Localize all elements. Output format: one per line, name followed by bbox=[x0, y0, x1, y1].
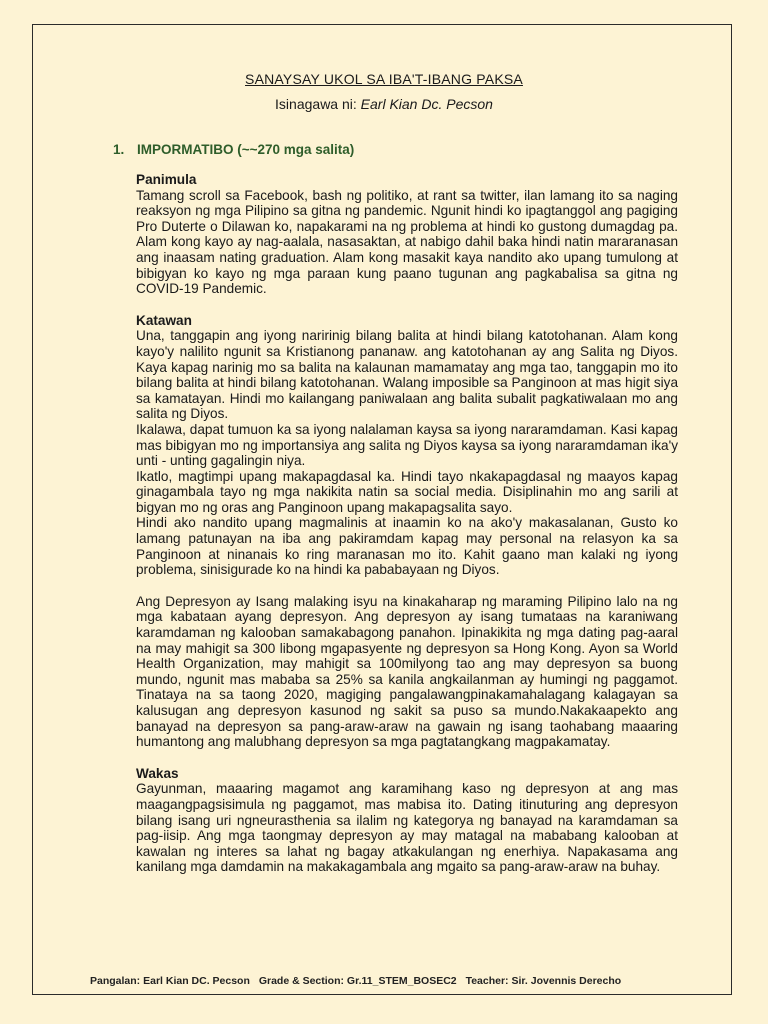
katawan-paragraph-3: Ikatlo, magtimpi upang makapagdasal ka. Hindi tayo nkakapagdasal ng maayos kapag ginagambala tayo ng mga nakikita natin sa social media. Disiplinahin mo ang sarili at bigyan mo ng oras ang Panginoon upang makapagsalita sayo. bbox=[136, 468, 678, 515]
wakas-paragraph: Gayunman, maaaring magamot ang karamihang kaso ng depresyon at ang mas maagangpagsisimula ng paggamot, mas mabisa ito. Dating itinuturing ang depresyon bilang isang uri ngneurasthenia sa ilalim ng kategorya ng banayad na karamdaman sa pag-iisip. Ang mga taongmay depresyon ay may matagal na mababang kalooban at kawalan ng interes sa lahat ng bagay atkakulangan ng enerhiya. Napakasama ang kanilang mga damdamin na makakagambala ang mgaito sa pang-araw-araw na buhay. bbox=[136, 781, 678, 875]
essay-body bbox=[136, 172, 678, 875]
section-title: IMPORMATIBO (~~270 mga salita) bbox=[137, 142, 355, 157]
katawan-paragraph-2: Ikalawa, dapat tumuon ka sa iyong nalalaman kaysa sa iyong nararamdaman. Kasi kapag mas bibigyan mo ng importansiya ang salita ng Diyos kaysa sa iyong nararamdaman ika'y unti - unting gagalingin niya. bbox=[136, 421, 678, 469]
katawan-heading: Katawan bbox=[136, 312, 192, 328]
author-line bbox=[0, 96, 768, 112]
section-heading bbox=[113, 142, 354, 157]
document-title: SANAYSAY UKOL SA IBA'T-IBANG PAKSA bbox=[245, 71, 523, 87]
footer-section: Grade & Section: Gr.11_STEM_BOSEC2 bbox=[258, 975, 457, 987]
panimula-heading: Panimula bbox=[136, 172, 197, 187]
katawan-paragraph-1: Una, tanggapin ang iyong naririnig bilang balita at hindi bilang katotohanan. Alam kong kayo'y nalilito ngunit sa Kristianong pananaw. ang katotohanan ay ang Salita ng Diyos. Kaya kapag narinig mo sa balita na kalaunan mamamatay ang mga tao, tanggapin mo ito bilang balita at hindi bilang katotohanan. Walang imposible sa Panginoon at mas higit siya sa kamatayan. Hindi mo kailangang paniwalaan ang balita subalit pagkatiwalaan mo ang salita ng Diyos. bbox=[136, 328, 678, 422]
footer bbox=[90, 975, 730, 987]
wakas-heading: Wakas bbox=[136, 765, 179, 781]
footer-teacher: Teacher: Sir. Jovennis Derecho bbox=[465, 975, 622, 987]
author-name: Earl Kian Dc. Pecson bbox=[360, 96, 493, 112]
katawan-paragraph-4: Hindi ako nandito upang magmalinis at inaamin ko na ako'y makasalanan, Gusto ko lamang patunayan na iba ang pakiramdam kapag may personal na relasyon ka sa Panginoon at ninanais ko ring maranasan mo ito. Kahit gaano man kalaki ng iyong problema, sinisigurade ko na hindi ka pababayaan ng Diyos. bbox=[136, 515, 678, 578]
depresyon-paragraph: Ang Depresyon ay Isang malaking isyu na kinakaharap ng maraming Pilipino lalo na ng mga kabataan ayang depresyon. Ang depresyon ay isang tumataas na karaniwang karamdaman ng kalooban samakabagong panahon. Ipinakikita ng mga dating pag-aaral na may mahigit sa 300 libong mgapasyente ng depresyon sa Hong Kong. Ayon sa World Health Organization, may mahigit sa 100milyong tao ang may depresyon sa buong mundo, ngunit mas mababa sa 25% sa kanila angkailanman ay humingi ng paggamot. Tinataya na sa taong 2020, magiging pangalawangpinakamahalagang kalagayan sa kalusugan ang depresyon kasunod ng sakit sa puso sa mundo.Nakakaapekto ang banayad na depresyon sa pang-araw-araw na gawain ng isang taohabang maaaring humantong ang malubhang depresyon sa mga pagtatangkang magpakamatay. bbox=[136, 593, 678, 750]
footer-name: Pangalan: Earl Kian DC. Pecson bbox=[90, 975, 250, 987]
author-label: Isinagawa ni: bbox=[275, 96, 357, 112]
panimula-paragraph: Tamang scroll sa Facebook, bash ng politiko, at rant sa twitter, ilan lamang ito sa naging reaksyon ng mga Pilipino sa gitna ng pandemic. Ngunit hindi ko ipagtanggol ang pagiging Pro Duterte o Dilawan ko, napakarami na ng problema at hindi ko gustong dumagdag pa. Alam kong kayo ay nag-aalala, nasasaktan, at nabigo dahil baka hindi natin mararanasan ang inaasam nating graduation. Alam kong masakit kaya nandito ako upang tumulong at bibigyan ko kayo ng mga paraan kung paano tugunan ang pagkabalisa sa gitna ng COVID-19 Pandemic. bbox=[136, 187, 678, 297]
section-number: 1. bbox=[113, 142, 125, 157]
